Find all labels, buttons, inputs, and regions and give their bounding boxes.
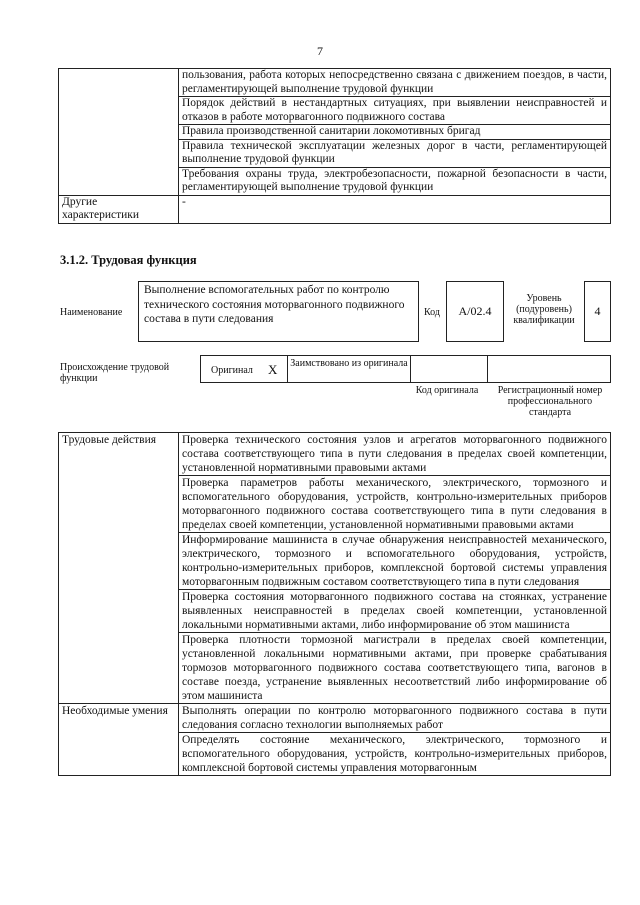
table-cell: Выполнять операции по контролю моторвагонного подвижного состава в пути следования согласно технологии выполняемых работ — [179, 704, 611, 733]
labor-functions-table — [58, 432, 611, 776]
original-cell — [200, 355, 288, 383]
level-label: Уровень (подуровень) квалификации — [513, 293, 575, 326]
name-label: Наименование — [60, 307, 123, 318]
table-cell: Проверка технического состояния узлов и агрегатов моторвагонного подвижного состава соответствующего типа в пути следования в пределах своей компетенции, установленной нормативными правовыми актами — [179, 433, 611, 476]
table-row — [59, 704, 611, 733]
borrowed-label: Заимствовано из оригинала — [290, 358, 408, 369]
code-original-label: Код оригинала — [415, 385, 479, 396]
page-number: 7 — [317, 44, 323, 58]
level-value: 4 — [584, 281, 611, 342]
table-row — [59, 69, 611, 97]
group-label: Необходимые умения — [59, 704, 179, 776]
table-cell: Информирование машиниста в случае обнаружения неисправностей механического, электрического, тормозного и вспомогательного оборудования, устройств, контрольно-измерительных приборов, комплексной бортовой системы управления моторвагонным подвижным составом соответствующего типа в пути следования — [179, 533, 611, 590]
code-original-cell — [410, 355, 488, 383]
table-cell: Определять состояние механического, электрического, тормозного и вспомогательного оборудования, устройств, контрольно-измерительных приборов, комплексной бортовой системы управления моторвагонным — [179, 733, 611, 776]
table-cell: Проверка плотности тормозной магистрали в пределах своей компетенции, установленной локальными нормативными актами, при проверке срабатывания тормозов моторвагонного подвижного состава соответствующего типа, вагонов в составе поезда, устранение выявленных несоответствий либо информирование об этом машиниста — [179, 633, 611, 704]
table-row — [59, 195, 611, 223]
table-cell: Требования охраны труда, электробезопасности, пожарной безопасности в части, регламентирующей выполнение трудовой функции — [179, 167, 611, 195]
row-label: Другие характеристики — [59, 195, 179, 223]
origin-label: Происхождение трудовой функции — [60, 362, 170, 384]
group-label: Трудовые действия — [59, 433, 179, 704]
table-cell: Проверка параметров работы механического, электрического, тормозного и вспомогательного оборудования, устройств, контрольно-измерительных приборов моторвагонного подвижного состава соответствующего типа в пути следования в пределах своей компетенции, установленной нормативными правовыми актами — [179, 476, 611, 533]
reg-number-label: Регистрационный номер профессионального стандарта — [497, 385, 603, 418]
table-cell: Проверка состояния моторвагонного подвижного состава на стоянках, устранение выявленных неисправностей в пределах своей компетенции, установленной локальными нормативными актами, либо информирование об этом машиниста — [179, 590, 611, 633]
code-value: А/02.4 — [446, 281, 504, 342]
knowledge-table-continuation — [58, 68, 611, 224]
original-label: Оригинал — [211, 365, 253, 376]
table-cell: Правила технической эксплуатации железных дорог в части, регламентирующей выполнение трудовой функции — [179, 139, 611, 167]
table-cell: - — [179, 195, 611, 223]
original-mark: X — [268, 362, 278, 377]
table-row — [59, 433, 611, 476]
borrowed-cell — [287, 355, 411, 383]
table-cell: Порядок действий в нестандартных ситуациях, при выявлении неисправностей и отказов в работе моторвагонного подвижного состава — [179, 97, 611, 125]
code-label: Код — [424, 307, 440, 318]
row-label-empty — [59, 69, 179, 196]
function-name-value: Выполнение вспомогательных работ по контролю технического состояния моторвагонного подвижного состава в пути следования — [138, 281, 419, 342]
table-cell: пользования, работа которых непосредственно связана с движением поездов, в части, регламентирующей выполнение трудовой функции — [179, 69, 611, 97]
table-cell: Правила производственной санитарии локомотивных бригад — [179, 125, 611, 140]
section-heading: 3.1.2. Трудовая функция — [60, 253, 197, 267]
reg-number-cell — [487, 355, 611, 383]
